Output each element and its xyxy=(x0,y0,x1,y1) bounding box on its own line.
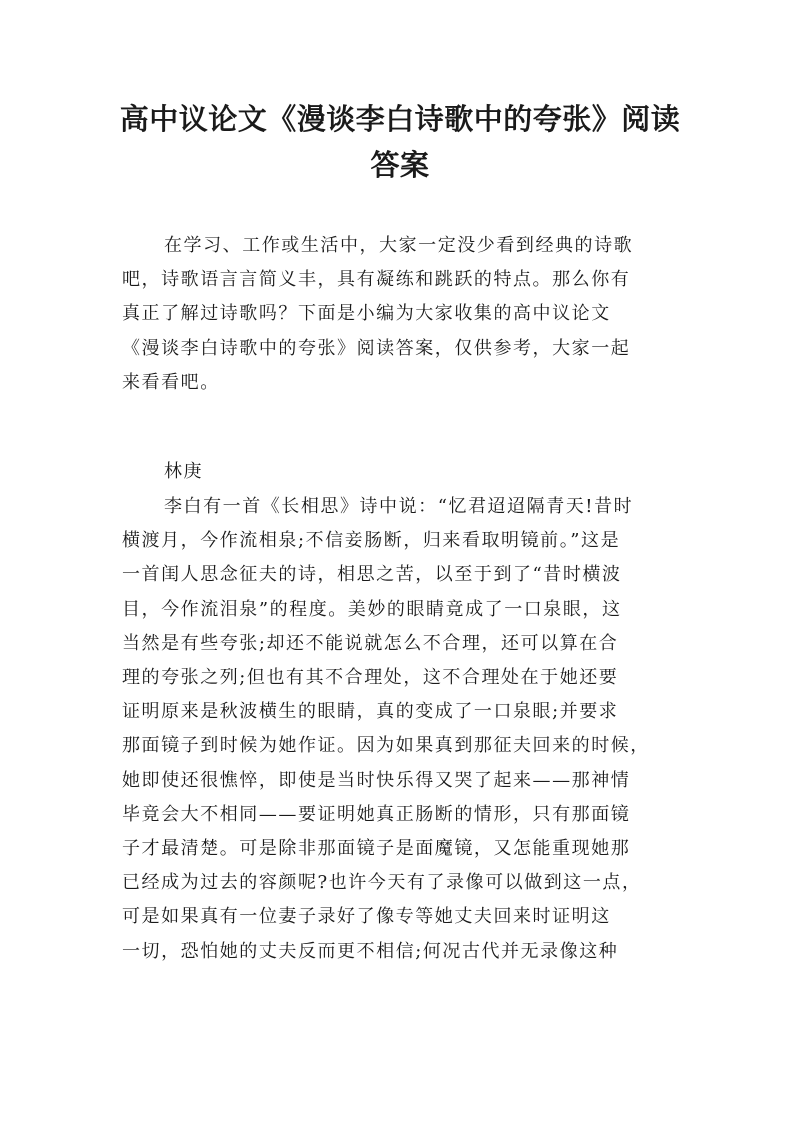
intro-line: 真正了解过诗歌吗？下面是小编为大家收集的高中议论文 xyxy=(122,303,611,325)
intro-line: 吧，诗歌语言言简义丰，具有凝练和跳跃的特点。那么你有 xyxy=(122,269,631,291)
intro-paragraph xyxy=(122,229,692,400)
body-line: 当然是有些夸张;却还不能说就怎么不合理，还可以算在合 xyxy=(122,632,619,654)
body-line: 理的夸张之列;但也有其不合理处，这不合理处在于她还要 xyxy=(122,667,619,689)
body-line: 那面镜子到时候为她作证。因为如果真到那征夫回来的时候， xyxy=(122,735,650,757)
body-paragraph xyxy=(122,490,692,969)
body-line: 一首闺人思念征夫的诗，相思之苦，以至于到了“昔时横波 xyxy=(122,564,622,586)
body-line: 已经成为过去的容颜呢?也许今天有了录像可以做到这一点， xyxy=(122,872,642,894)
body-line: 一切，恐怕她的丈夫反而更不相信;何况古代并无录像这种 xyxy=(122,940,619,962)
title-line-2: 答案 xyxy=(370,148,430,182)
author-name: 林庚 xyxy=(164,461,204,482)
intro-line: 来看看吧。 xyxy=(122,371,220,393)
body-line: 李白有一首《长相思》诗中说：“忆君迢迢隔青天!昔时 xyxy=(164,496,634,517)
body-line: 毕竟会大不相同——要证明她真正肠断的情形，只有那面镜 xyxy=(122,803,631,825)
body-line: 子才最清楚。可是除非那面镜子是面魔镜，又怎能重现她那 xyxy=(122,838,631,860)
body-line: 目，今作流泪泉”的程度。美妙的眼睛竟成了一口泉眼，这 xyxy=(122,598,622,620)
body-line: 她即使还很憔悴，即使是当时快乐得又哭了起来——那神情 xyxy=(122,769,631,791)
document-title xyxy=(110,96,690,188)
title-line-1: 高中议论文《漫谈李白诗歌中的夸张》阅读 xyxy=(119,102,681,136)
body-line: 横渡月，今作流相泉;不信妾肠断，归来看取明镜前。”这是 xyxy=(122,530,621,552)
body-line: 证明原来是秋波横生的眼睛，真的变成了一口泉眼;并要求 xyxy=(122,701,619,723)
intro-line: 《漫谈李白诗歌中的夸张》阅读答案，仅供参考，大家一起 xyxy=(122,337,631,359)
body-line: 可是如果真有一位妻子录好了像专等她丈夫回来时证明这 xyxy=(122,906,611,928)
intro-line: 在学习、工作或生活中，大家一定没少看到经典的诗歌 xyxy=(164,235,634,256)
author-line xyxy=(122,455,692,489)
